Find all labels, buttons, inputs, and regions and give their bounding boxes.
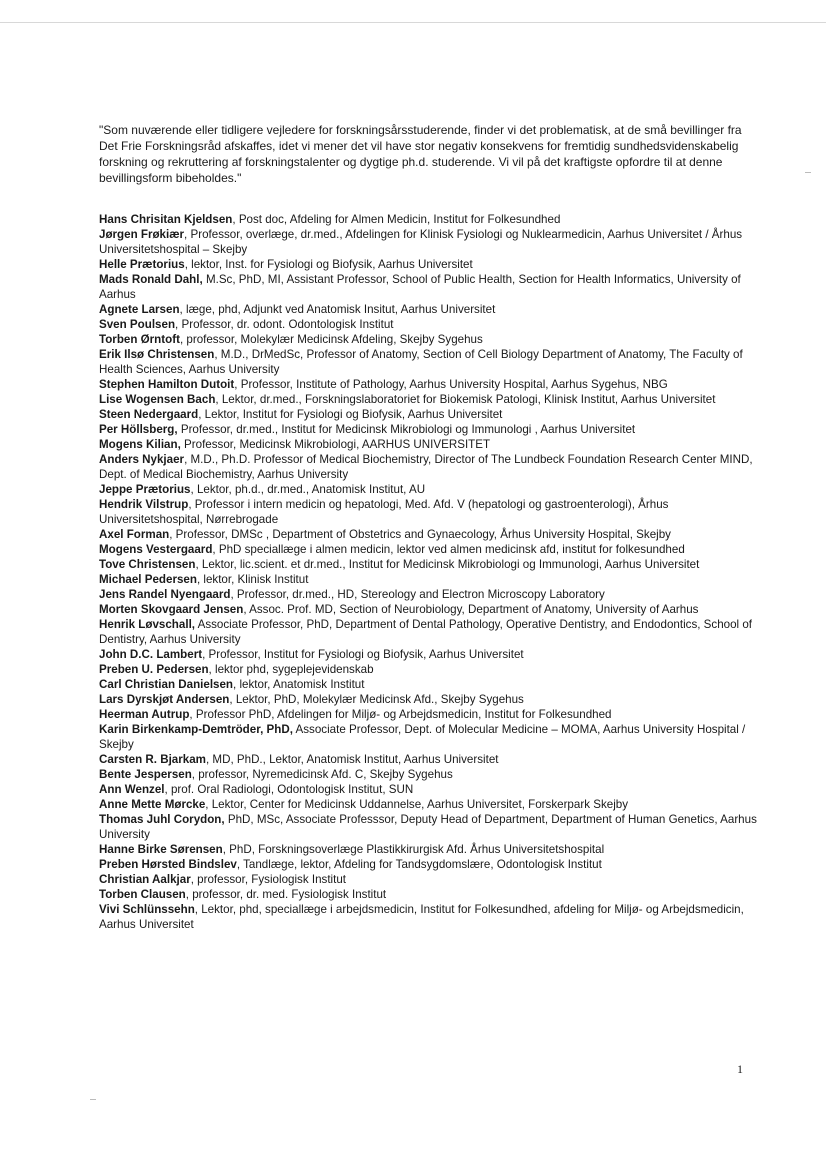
signatory-details: , lektor phd, sygeplejevidenskab bbox=[208, 663, 374, 676]
signatory-entry bbox=[99, 692, 759, 707]
signatory-details: , Post doc, Afdeling for Almen Medicin, Institut for Folkesundhed bbox=[232, 213, 561, 226]
signatory-details: , Professor, dr. odont. Odontologisk Institut bbox=[175, 318, 394, 331]
scan-mark bbox=[805, 172, 811, 173]
signatory-entry bbox=[99, 437, 759, 452]
signatory-name: Tove Christensen bbox=[99, 558, 196, 571]
signatory-name: Anne Mette Mørcke bbox=[99, 798, 206, 811]
signatory-details: , professor, Molekylær Medicinsk Afdeling, Skejby Sygehus bbox=[179, 333, 483, 346]
signatory-details: , PhD, Forskningsoverlæge Plastikkirurgisk Afd. Århus Universitetshospital bbox=[222, 843, 605, 856]
signatory-entry bbox=[99, 707, 759, 722]
signatory-details: , Professor, DMSc , Department of Obstetrics and Gynaecology, Århus University Hospital, Skejby bbox=[169, 528, 671, 541]
signatory-name: Axel Forman bbox=[99, 528, 170, 541]
signatory-name: Torben Clausen bbox=[99, 888, 186, 901]
signatory-details: , PhD speciallæge i almen medicin, lektor ved almen medicinsk afd, institut for folkesundhed bbox=[212, 543, 685, 556]
signatory-entry bbox=[99, 542, 759, 557]
signatory-entry bbox=[99, 842, 759, 857]
signatory-entry bbox=[99, 407, 759, 422]
signatory-details: , lektor, Anatomisk Institut bbox=[233, 678, 365, 691]
signatory-details: Professor, Medicinsk Mikrobiologi, AARHUS UNIVERSITET bbox=[180, 438, 491, 451]
signatory-name: Lars Dyrskjøt Andersen bbox=[99, 693, 230, 706]
signatory-name: Thomas Juhl Corydon, bbox=[99, 813, 225, 826]
signatory-entry bbox=[99, 902, 759, 932]
signatory-name: John D.C. Lambert bbox=[99, 648, 203, 661]
signatory-name: Henrik Løvschall, bbox=[99, 618, 196, 631]
signatory-entry bbox=[99, 617, 759, 647]
signatory-entry bbox=[99, 212, 759, 227]
signatory-entry bbox=[99, 782, 759, 797]
signatory-name: Carl Christian Danielsen bbox=[99, 678, 234, 691]
signatory-entry bbox=[99, 452, 759, 482]
signatory-name: Agnete Larsen bbox=[99, 303, 180, 316]
signatory-entry bbox=[99, 662, 759, 677]
signatory-name: Preben U. Pedersen bbox=[99, 663, 209, 676]
signatory-name: Lise Wogensen Bach bbox=[99, 393, 216, 406]
signatory-entry bbox=[99, 392, 759, 407]
signatory-entry bbox=[99, 812, 759, 842]
signatory-name: Vivi Schlünssehn bbox=[99, 903, 195, 916]
signatory-details: , Lektor, ph.d., dr.med., Anatomisk Institut, AU bbox=[190, 483, 426, 496]
signatory-name: Michael Pedersen bbox=[99, 573, 197, 586]
signatory-details: , professor, dr. med. Fysiologisk Institut bbox=[185, 888, 387, 901]
scan-mark bbox=[90, 1099, 96, 1100]
signatory-name: Torben Ørntoft bbox=[99, 333, 180, 346]
signatory-details: , Professor, Institut for Fysiologi og Biofysik, Aarhus Universitet bbox=[202, 648, 524, 661]
signatory-name: Christian Aalkjar bbox=[99, 873, 191, 886]
signatory-name: Mads Ronald Dahl, bbox=[99, 273, 203, 286]
signatory-name: Anders Nykjaer bbox=[99, 453, 185, 466]
signatory-details: , lektor, Klinisk Institut bbox=[196, 573, 309, 586]
signatory-details: , lektor, Inst. for Fysiologi og Biofysik, Aarhus Universitet bbox=[184, 258, 473, 271]
signatory-details: Associate Professor, PhD, Department of Dental Pathology, Operative Dentistry, and Endodontics, School of Dentistry, Aarhus University bbox=[99, 618, 753, 646]
signatory-entry bbox=[99, 602, 759, 617]
signatory-name: Preben Hørsted Bindslev bbox=[99, 858, 237, 871]
signatory-details: , Professor PhD, Afdelingen for Miljø- og Arbejdsmedicin, Institut for Folkesundhed bbox=[189, 708, 612, 721]
signatory-name: Ann Wenzel bbox=[99, 783, 165, 796]
signatory-details: , Lektor, lic.scient. et dr.med., Institut for Medicinsk Mikrobiologi og Immunologi, Aarhus Universitet bbox=[195, 558, 700, 571]
signatory-entry bbox=[99, 332, 759, 347]
signatory-name: Morten Skovgaard Jensen bbox=[99, 603, 244, 616]
signatory-name: Heerman Autrup bbox=[99, 708, 190, 721]
signatory-entry bbox=[99, 482, 759, 497]
signatory-name: Jørgen Frøkiær bbox=[99, 228, 185, 241]
signatory-details: , M.D., DrMedSc, Professor of Anatomy, Section of Cell Biology Department of Anatomy, The Faculty of Health Sciences, Aarhus University bbox=[99, 348, 743, 376]
signatory-entry bbox=[99, 797, 759, 812]
signatory-name: Erik Ilsø Christensen bbox=[99, 348, 215, 361]
signatory-details: , Tandlæge, lektor, Afdeling for Tandsygdomslære, Odontologisk Institut bbox=[236, 858, 602, 871]
signatory-name: Steen Nedergaard bbox=[99, 408, 199, 421]
signatory-details: , Lektor, PhD, Molekylær Medicinsk Afd., Skejby Sygehus bbox=[229, 693, 524, 706]
signatory-entry bbox=[99, 572, 759, 587]
signatory-details: , Lektor, dr.med., Forskningslaboratoriet for Biokemisk Patologi, Klinisk Institut, Aarhus Universitet bbox=[215, 393, 716, 406]
signatory-entry bbox=[99, 497, 759, 527]
signatory-details: , professor, Nyremedicinsk Afd. C, Skejby Sygehus bbox=[191, 768, 453, 781]
page-number: 1 bbox=[737, 1062, 743, 1076]
signatory-details: , Lektor, Center for Medicinsk Uddannelse, Aarhus Universitet, Forskerpark Skejby bbox=[205, 798, 629, 811]
signatory-entry bbox=[99, 887, 759, 902]
signatory-details: , M.D., Ph.D. Professor of Medical Biochemistry, Director of The Lundbeck Foundation Research Center MIND, Dept. of Medical Biochemistry, Aarhus University bbox=[99, 453, 753, 481]
signatory-entry bbox=[99, 872, 759, 887]
signatory-entry bbox=[99, 722, 759, 752]
page-top-rule bbox=[0, 22, 826, 23]
signatory-name: Hanne Birke Sørensen bbox=[99, 843, 223, 856]
signatory-details: M.Sc, PhD, MI, Assistant Professor, School of Public Health, Section for Health Informatics, University of Aarhus bbox=[99, 273, 741, 301]
signatory-details: PhD, MSc, Associate Professsor, Deputy Head of Department, Department of Human Genetics, Aarhus University bbox=[99, 813, 757, 841]
signatory-entry bbox=[99, 557, 759, 572]
signatory-name: Helle Prætorius bbox=[99, 258, 185, 271]
signatory-details: , Assoc. Prof. MD, Section of Neurobiology, Department of Anatomy, University of Aarhus bbox=[243, 603, 699, 616]
signatory-details: , MD, PhD., Lektor, Anatomisk Institut, Aarhus Universitet bbox=[205, 753, 499, 766]
signatory-entry bbox=[99, 302, 759, 317]
signatory-entry bbox=[99, 347, 759, 377]
signatory-entry bbox=[99, 857, 759, 872]
signatory-details: , Lektor, phd, speciallæge i arbejdsmedicin, Institut for Folkesundhed, afdeling for Miljø- og Arbejdsmedicin, Aarhus Universitet bbox=[99, 903, 744, 931]
signatory-details: , professor, Fysiologisk Institut bbox=[190, 873, 347, 886]
signatory-name: Bente Jespersen bbox=[99, 768, 192, 781]
signatory-entry bbox=[99, 767, 759, 782]
signatory-name: Sven Poulsen bbox=[99, 318, 176, 331]
signatory-name: Hans Chrisitan Kjeldsen bbox=[99, 213, 233, 226]
signatory-entry bbox=[99, 377, 759, 392]
signatory-name: Per Höllsberg, bbox=[99, 423, 178, 436]
signatory-details: , Lektor, Institut for Fysiologi og Biofysik, Aarhus Universitet bbox=[198, 408, 503, 421]
signatory-details: Associate Professor, Dept. of Molecular Medicine – MOMA, Aarhus University Hospital / Skejby bbox=[99, 723, 746, 751]
signatory-entry bbox=[99, 677, 759, 692]
signatory-list bbox=[99, 212, 759, 932]
signatory-name: Mogens Kilian, bbox=[99, 438, 181, 451]
signatory-name: Jeppe Prætorius bbox=[99, 483, 191, 496]
signatory-details: , Professor, dr.med., HD, Stereology and Electron Microscopy Laboratory bbox=[230, 588, 605, 601]
signatory-name: Hendrik Vilstrup bbox=[99, 498, 189, 511]
signatory-entry bbox=[99, 422, 759, 437]
signatory-name: Jens Randel Nyengaard bbox=[99, 588, 231, 601]
signatory-entry bbox=[99, 227, 759, 257]
signatory-entry bbox=[99, 257, 759, 272]
signatory-entry bbox=[99, 527, 759, 542]
signatory-name: Stephen Hamilton Dutoit bbox=[99, 378, 235, 391]
signatory-entry bbox=[99, 647, 759, 662]
signatory-name: Mogens Vestergaard bbox=[99, 543, 213, 556]
signatory-name: Carsten R. Bjarkam bbox=[99, 753, 206, 766]
statement-paragraph: "Som nuværende eller tidligere vejledere for forskningsårsstuderende, finder vi det problematisk, at de små bevillinger fra Det Frie Forskningsråd afskaffes, idet vi mener det vil have stor negativ konsekvens for fremtidig sundhedsvidenskabelig forskning og rekruttering af forskningstalenter og dygtige ph.d. studerende. Vi vil på det kraftigste opfordre til at denne bevillingsform bibeholdes." bbox=[99, 123, 742, 185]
signatory-entry bbox=[99, 752, 759, 767]
signatory-details: , prof. Oral Radiologi, Odontologisk Institut, SUN bbox=[164, 783, 414, 796]
signatory-entry bbox=[99, 587, 759, 602]
signatory-details: Professor, dr.med., Institut for Medicinsk Mikrobiologi og Immunologi , Aarhus Universitet bbox=[177, 423, 636, 436]
signatory-entry bbox=[99, 272, 759, 302]
signatory-details: , læge, phd, Adjunkt ved Anatomisk Insitut, Aarhus Universitet bbox=[179, 303, 496, 316]
signatory-name: Karin Birkenkamp-Demtröder, PhD, bbox=[99, 723, 293, 736]
signatory-details: , Professor, Institute of Pathology, Aarhus University Hospital, Aarhus Sygehus, NBG bbox=[234, 378, 668, 391]
signatory-details: , Professor, overlæge, dr.med., Afdelingen for Klinisk Fysiologi og Nuklearmedicin, Aarhus Universitet / Århus Universitetshospital – Skejby bbox=[99, 228, 743, 256]
signatory-entry bbox=[99, 317, 759, 332]
signatory-details: , Professor i intern medicin og hepatologi, Med. Afd. V (hepatologi og gastroenterologi), Århus Universitetshospital, Nørrebrogade bbox=[99, 498, 669, 526]
